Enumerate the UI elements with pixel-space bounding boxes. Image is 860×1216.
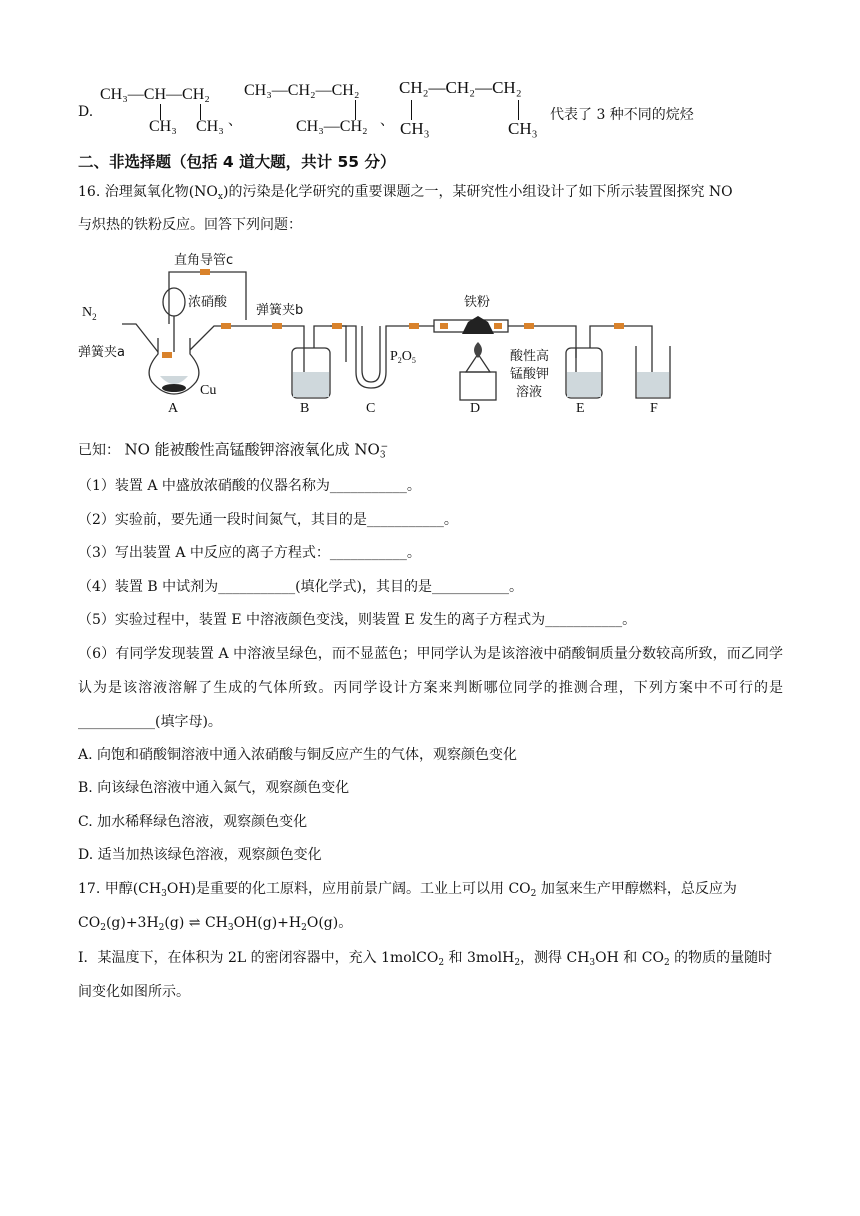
formula-1-main-chain: CH₃—CH—CH₂ (100, 86, 210, 103)
q17-line-4: 间变化如图所示。 (78, 984, 190, 1000)
formula-3-main-chain: CH₂—CH₂—CH₂ (399, 78, 522, 97)
label-cu: Cu (200, 383, 217, 398)
label-clamp-b: 弹簧夹b (256, 303, 304, 318)
formula-2-main-chain: CH₃—CH₂—CH₂ (244, 82, 360, 99)
q16-option-b: B. 向该绿色溶液中通入氮气，观察颜色变化 (78, 780, 350, 796)
formula-2-branch: CH₃—CH₂ (296, 118, 368, 135)
label-nitric-acid: 浓硝酸 (188, 295, 228, 310)
label-kmno4-3: 溶液 (516, 385, 543, 400)
q16-sub-2: （2）实验前，要先通一段时间氮气，其目的是___________。 (78, 512, 458, 528)
q16-intro-line-1: 16. 治理氮氧化物$(NO_x)$的污染是化学研究的重要课题之一，某研究性小组设计了如下所示装置图探究 NO (78, 184, 733, 202)
label-b: B (300, 401, 310, 416)
separator: 、 (228, 113, 242, 129)
label-kmno4-2: 锰酸钾 (510, 367, 550, 382)
q16-sub-1: （1）装置 A 中盛放浓硝酸的仪器名称为___________。 (78, 478, 421, 494)
formula-3-bond (411, 100, 412, 120)
apparatus-diagram (74, 242, 694, 420)
equilibrium-arrow: ⇌ (188, 915, 201, 931)
q16-option-c: C. 加水稀释绿色溶液，观察颜色变化 (78, 814, 308, 830)
separatory-funnel (163, 288, 185, 316)
separator: 、 (380, 113, 394, 129)
q16-sub-3: （3）写出装置 A 中反应的离子方程式：___________。 (78, 545, 421, 561)
q16-sub-5: （5）实验过程中，装置 E 中溶液颜色变浅，则装置 E 发生的离子方程式为___________。 (78, 612, 637, 628)
label-n2: $N_2$ (82, 305, 97, 322)
formula-3-branch: CH₃ (400, 119, 430, 138)
q16-option-a: A. 向饱和硝酸铜溶液中通入浓硝酸与铜反应产生的气体，观察颜色变化 (78, 747, 518, 763)
label-c: C (366, 401, 376, 416)
q16-sub-6: （6）有同学发现装置 A 中溶液呈绿色，而不显蓝色；甲同学认为是该溶液中硝酸铜质量分数较高所致，而乙同学认为是该溶液溶解了生成的气体所致。丙同学设计方案来判断哪位同学的推测合理，下列方案中不可行的是___________(填字母)。 (78, 646, 783, 730)
option-d-letter: D. (78, 104, 94, 120)
label-clamp-a: 弹簧夹a (78, 345, 125, 360)
formula-3-branch: CH₃ (508, 119, 538, 138)
n2-inlet-tube (122, 324, 158, 352)
label-f: F (650, 401, 658, 416)
q16-intro-line-2: 与炽热的铁粉反应。回答下列问题： (78, 217, 302, 233)
main-pipe (236, 326, 304, 348)
q17-equation: $CO_2(g)+3H_2(g)$ ⇌ $CH_3OH(g)+H_2O(g)$。 (78, 915, 353, 933)
label-a: A (168, 401, 179, 416)
q16-known: 已知： NO 能被酸性高锰酸钾溶液氧化成 $NO_3^-$ (78, 440, 389, 461)
formula-1-branch: CH₃ (149, 118, 177, 135)
label-kmno4-1: 酸性高 (510, 349, 550, 364)
q16-sub-4: （4）装置 B 中试剂为___________(填化学式)，其目的是___________。 (78, 579, 524, 595)
flask-a-side-arm (190, 326, 236, 350)
formula-3-bond (518, 100, 519, 120)
q17-line-1: 17. 甲醇$(CH_3OH)$是重要的化工原料，应用前景广阔。工业上可以用 $CO_2$ 加氢来生产甲醇燃料，总反应为 (78, 881, 737, 899)
formula-2-bond (355, 100, 356, 120)
q16-option-d: D. 适当加热该绿色溶液，观察颜色变化 (78, 847, 322, 863)
label-d: D (470, 401, 481, 416)
q17-line-3: I．某温度下，在体积为 2L 的密闭容器中，充入 1molCO$_2$ 和 3molH$_2$，测得 $CH_3OH$ 和 $CO_2$ 的物质的量随时 (78, 950, 773, 968)
label-e: E (576, 401, 585, 416)
label-iron-powder: 铁粉 (464, 295, 491, 310)
label-p2o5: $P_2O_5$ (390, 349, 416, 365)
formula-1-branch: CH₃ (196, 118, 224, 135)
section-title: 二、非选择题（包括 4 道大题，共计 55 分） (78, 153, 396, 171)
label-tube-c: 直角导管c (174, 253, 234, 268)
option-d-text: 代表了 3 种不同的烷烃 (550, 107, 694, 123)
